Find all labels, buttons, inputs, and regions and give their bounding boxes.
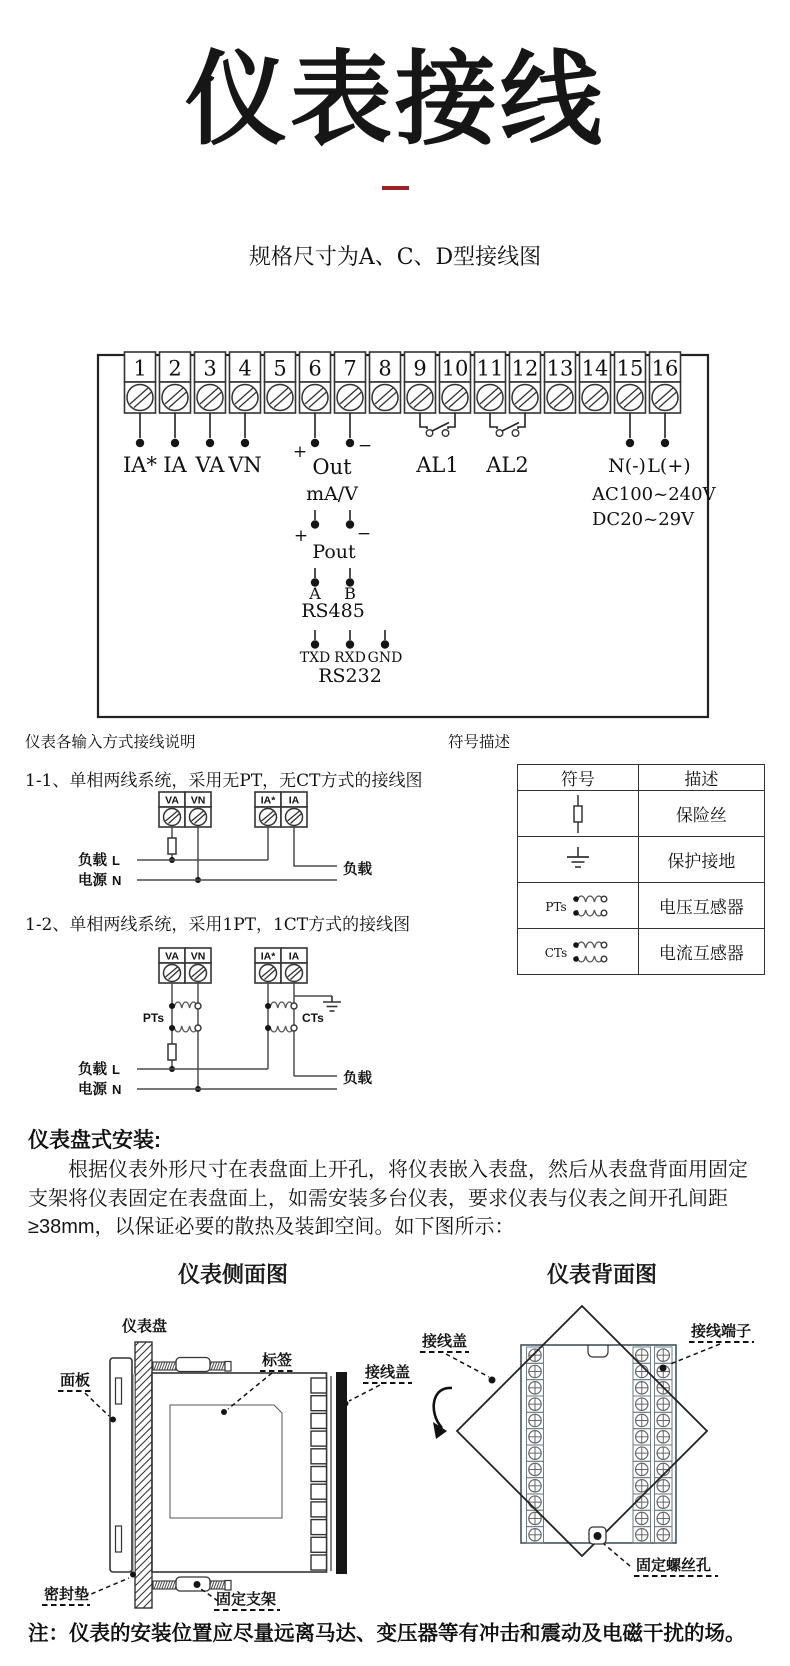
mode-1-2-title: 1-2、单相两线系统，采用1PT，1CT方式的接线图 bbox=[25, 915, 411, 935]
power-leads bbox=[591, 413, 717, 530]
ct-label: CTs bbox=[302, 1011, 324, 1025]
fuse-symbol bbox=[168, 838, 176, 854]
instrument-body bbox=[152, 1373, 327, 1572]
top-bracket bbox=[153, 1358, 231, 1372]
out-unit: mA/V bbox=[306, 483, 358, 505]
terminal bbox=[159, 792, 185, 827]
title-accent-dash bbox=[382, 186, 409, 190]
terminal-number: 5 bbox=[273, 356, 287, 381]
terminal-number: 16 bbox=[651, 356, 679, 381]
terminal bbox=[185, 792, 211, 827]
symbol-table bbox=[517, 764, 765, 975]
bracket-callout bbox=[201, 1589, 280, 1610]
front-panel-shape bbox=[110, 1358, 132, 1572]
terminal-label: IA bbox=[288, 950, 300, 963]
rs232-txd: TXD bbox=[299, 650, 331, 666]
terminal-number: 1 bbox=[133, 356, 147, 381]
terminal-number: 13 bbox=[546, 356, 574, 381]
gasket-callout bbox=[42, 1572, 136, 1606]
rs232-label: RS232 bbox=[318, 665, 382, 687]
bottom-bracket bbox=[153, 1577, 231, 1591]
power-dc-range: DC20~29V bbox=[592, 509, 695, 530]
out-label: Out bbox=[312, 455, 352, 479]
terminal-number: 9 bbox=[413, 356, 427, 381]
page-title: 仪表接线 bbox=[185, 43, 605, 157]
back-view-figure bbox=[420, 1300, 780, 1630]
mode-1-1-diagram bbox=[60, 788, 400, 900]
mode-1-1-terminals bbox=[159, 792, 307, 827]
pout-label: Pout bbox=[312, 541, 356, 563]
terminal-block-label: 接线端子 bbox=[691, 1323, 752, 1340]
mode-1-2-terminals bbox=[159, 948, 307, 983]
panel-board-label: 仪表盘 bbox=[122, 1318, 168, 1335]
terminal-label: IA* bbox=[260, 950, 276, 963]
ct-label: CTs bbox=[544, 945, 568, 960]
terminal-number: 14 bbox=[581, 356, 609, 381]
terminal-number: 12 bbox=[511, 356, 539, 381]
wiring-cover-label: 接线盖 bbox=[365, 1364, 411, 1381]
bracket-label: 固定支架 bbox=[216, 1591, 277, 1608]
footer-note: 注：仪表的安装位置应尽量远离马达、变压器等有冲击和震动及电磁干扰的场。 bbox=[28, 1622, 746, 1645]
terminal-number: 6 bbox=[308, 356, 322, 381]
table-row bbox=[518, 883, 765, 929]
symbol-desc: 保险丝 bbox=[638, 791, 764, 837]
main-wiring-diagram bbox=[88, 330, 718, 726]
pt-label: PTs bbox=[545, 899, 567, 914]
rs485-label: RS485 bbox=[301, 600, 365, 622]
gasket-label: 密封垫 bbox=[44, 1586, 90, 1603]
terminal-number: 15 bbox=[616, 356, 644, 381]
terminal-number: 7 bbox=[343, 356, 357, 381]
fuse-symbol bbox=[168, 1044, 176, 1060]
load-label: 负载 bbox=[78, 1062, 107, 1078]
pt-label: PTs bbox=[142, 1011, 164, 1025]
installation-paragraph: 根据仪表外形尺寸在表盘面上开孔，将仪表嵌入表盘，然后从表盘背面用固定支架将仪表固定在表盘面上，如需安装多台仪表，要求仪表与仪表之间开孔间距≥38mm，以保证必要的散热及装卸空间。如下图所示： bbox=[28, 1159, 748, 1238]
rotate-arrow-icon bbox=[433, 1388, 452, 1439]
terminal-number: 8 bbox=[378, 356, 392, 381]
power-live-label: L(+) bbox=[647, 455, 691, 477]
ground-symbol-cell bbox=[518, 837, 639, 883]
table-row bbox=[518, 791, 765, 837]
rs485-b: B bbox=[344, 584, 356, 603]
mode-1-2-diagram bbox=[60, 944, 400, 1106]
panel-board-hatch bbox=[135, 1342, 152, 1608]
table-row bbox=[518, 837, 765, 883]
terminal bbox=[281, 792, 307, 827]
screw-hole-tab bbox=[589, 1527, 606, 1544]
tag-label: 标签 bbox=[262, 1352, 293, 1369]
side-view-figure bbox=[30, 1300, 422, 1624]
source-label: 电源 bbox=[78, 873, 107, 889]
symbol-desc: 电压互感器 bbox=[638, 883, 764, 929]
fuse-symbol-cell bbox=[518, 791, 639, 837]
terminal bbox=[185, 948, 211, 983]
line-n-label: N bbox=[112, 1082, 122, 1097]
terminal-label: IA* bbox=[260, 794, 276, 807]
terminal-3 bbox=[195, 352, 226, 413]
terminal-12 bbox=[510, 352, 541, 413]
terminal-1 bbox=[125, 352, 156, 413]
ground-symbol bbox=[323, 996, 341, 1011]
terminal bbox=[255, 948, 281, 983]
screw-hole-label: 固定螺丝孔 bbox=[636, 1557, 712, 1574]
load-right-label: 负载 bbox=[343, 862, 372, 878]
terminal-9 bbox=[405, 352, 436, 413]
load-right-label: 负载 bbox=[343, 1071, 372, 1087]
power-ac-range: AC100~240V bbox=[592, 484, 716, 505]
symbol-desc: 电流互感器 bbox=[638, 929, 764, 975]
alarm1-label: AL1 bbox=[416, 453, 459, 477]
terminal-number: 2 bbox=[168, 356, 182, 381]
screw-hole-callout bbox=[604, 1544, 718, 1576]
terminal bbox=[159, 948, 185, 983]
wiring-cover-callout bbox=[420, 1332, 496, 1384]
terminal-8 bbox=[370, 352, 401, 413]
ct-transformer-icon bbox=[540, 934, 616, 970]
instrument-back bbox=[521, 1345, 676, 1543]
terminal bbox=[255, 792, 281, 827]
pt-symbol-cell bbox=[518, 883, 639, 929]
terminal-label-vn: VN bbox=[228, 453, 262, 477]
wiring-cover-callout bbox=[343, 1363, 413, 1407]
terminal-stack bbox=[311, 1378, 327, 1570]
rs232-rxd: RXD bbox=[334, 650, 366, 666]
terminal-strip bbox=[125, 352, 681, 413]
front-panel-label: 面板 bbox=[60, 1372, 91, 1389]
terminal-label: VN bbox=[190, 950, 206, 963]
desc-column-header: 描述 bbox=[638, 765, 764, 791]
terminal-label-va: VA bbox=[195, 453, 225, 477]
ground-icon bbox=[563, 846, 593, 873]
terminal bbox=[281, 948, 307, 983]
terminal-11 bbox=[475, 352, 506, 413]
pout-minus: − bbox=[356, 524, 372, 544]
ct-symbol-cell bbox=[518, 929, 639, 975]
terminal-13 bbox=[545, 352, 576, 413]
out-minus: − bbox=[357, 436, 373, 456]
terminal-label: VA bbox=[165, 794, 179, 807]
terminal-label: IA bbox=[288, 794, 300, 807]
terminal-14 bbox=[580, 352, 611, 413]
terminal-10 bbox=[440, 352, 471, 413]
alarm2-label: AL2 bbox=[486, 453, 529, 477]
side-view-title: 仪表侧面图 bbox=[177, 1262, 288, 1288]
rs485-a: A bbox=[309, 584, 321, 603]
pout-plus: + bbox=[293, 526, 309, 546]
terminal-number: 3 bbox=[203, 356, 217, 381]
mode-1-1-wires bbox=[137, 827, 337, 883]
wiring-modes-heading: 仪表各输入方式接线说明 bbox=[25, 733, 196, 751]
symbol-table-heading: 符号描述 bbox=[448, 733, 511, 751]
terminal-number: 10 bbox=[441, 356, 469, 381]
line-l-label: L bbox=[112, 853, 120, 868]
table-row bbox=[518, 929, 765, 975]
terminal-label: VA bbox=[165, 950, 179, 963]
output-comm-leads bbox=[293, 413, 402, 687]
terminal-5 bbox=[265, 352, 296, 413]
current-voltage-leads bbox=[123, 413, 262, 477]
terminal-2 bbox=[160, 352, 191, 413]
wiring-cover-label: 接线盖 bbox=[422, 1333, 468, 1350]
terminal-7 bbox=[335, 352, 366, 413]
terminal-label-ia: IA bbox=[163, 453, 187, 477]
page-subtitle: 规格尺寸为A、C、D型接线图 bbox=[248, 245, 542, 270]
symbol-desc: 保护接地 bbox=[638, 837, 764, 883]
pt-transformer-icon bbox=[540, 888, 616, 924]
line-l-label: L bbox=[112, 1062, 120, 1077]
alarm1-contact bbox=[415, 413, 458, 477]
mode-1-2-wires bbox=[137, 983, 341, 1092]
terminal-15 bbox=[615, 352, 646, 413]
front-panel-callout bbox=[58, 1371, 116, 1423]
fuse-icon bbox=[566, 793, 590, 835]
terminal-number: 4 bbox=[238, 356, 252, 381]
rs232-gnd: GND bbox=[367, 650, 403, 666]
terminal-6 bbox=[300, 352, 331, 413]
installation-heading: 仪表盘式安装: bbox=[28, 1129, 161, 1152]
symbol-column-header: 符号 bbox=[518, 765, 639, 791]
out-plus: + bbox=[292, 442, 308, 462]
power-neutral-label: N(-) bbox=[608, 455, 646, 477]
terminal-label: VN bbox=[190, 794, 206, 807]
terminal-label-ia-star: IA* bbox=[123, 453, 157, 477]
alarm2-contact bbox=[485, 413, 528, 477]
terminal-4 bbox=[230, 352, 261, 413]
load-label: 负载 bbox=[78, 853, 107, 869]
terminal-number: 11 bbox=[476, 356, 504, 381]
mode-1-1-title: 1-1、单相两线系统，采用无PT，无CT方式的接线图 bbox=[25, 771, 423, 791]
line-n-label: N bbox=[112, 873, 122, 888]
terminal-16 bbox=[650, 352, 681, 413]
source-label: 电源 bbox=[78, 1082, 107, 1098]
back-view-title: 仪表背面图 bbox=[546, 1262, 657, 1288]
